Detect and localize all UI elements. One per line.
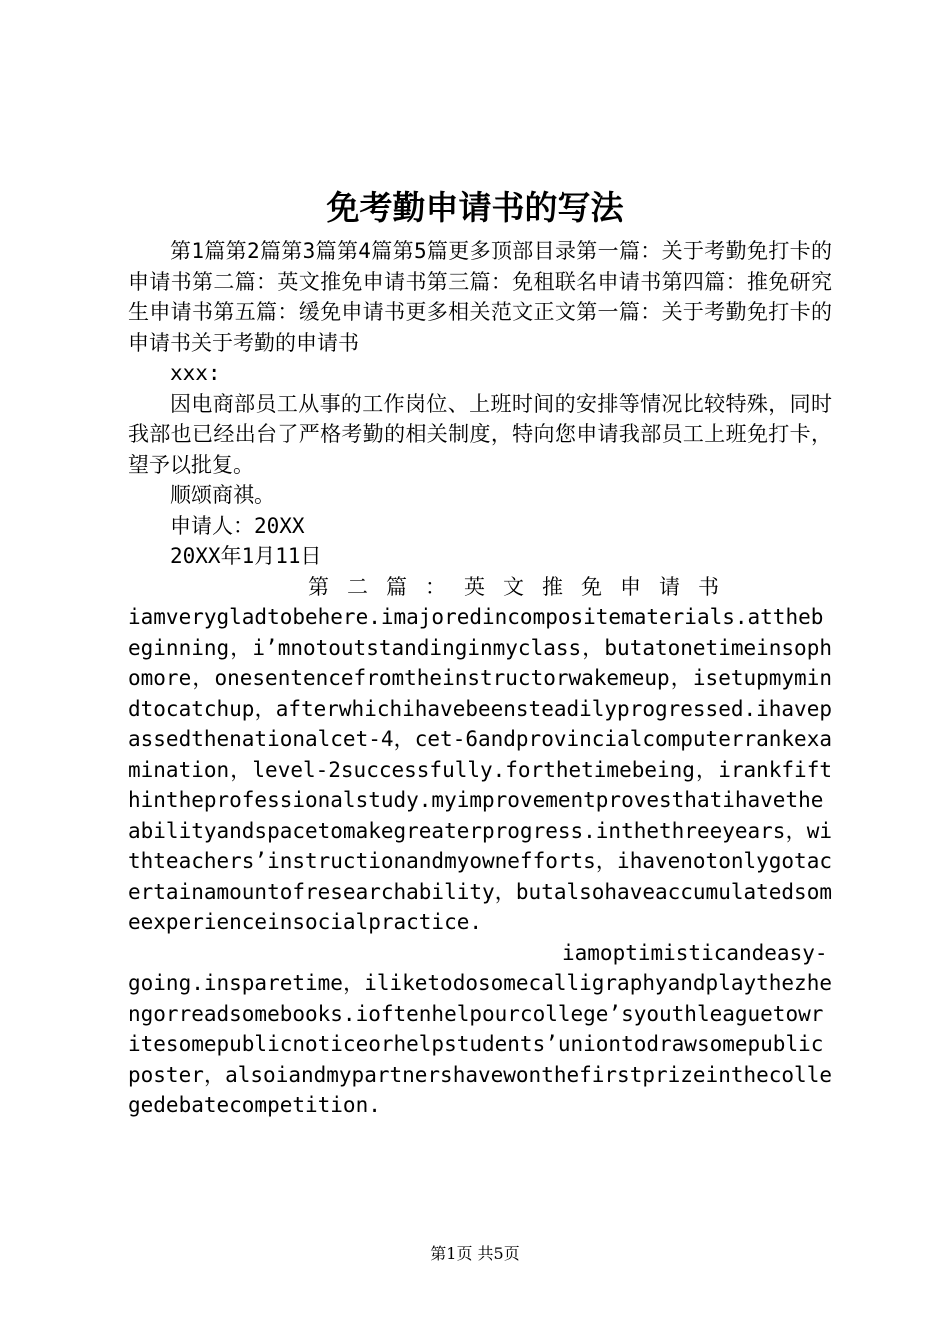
- page-footer: 第1页 共5页: [430, 1244, 520, 1263]
- document-title: 免考勤申请书的写法: [326, 188, 624, 227]
- english-paragraph-2: iamoptimisticandeasy-going.insparetime，iliketodosomecalligraphyandplaythezhengorreadsomebooks.ioftenhelpourcollege’syouthleaguetowritesomepublicnoticeorhelpstudents’uniontodrawsomepublicposter，alsoiandmypartnershavewonthefirstprizeinthecollegedebatecompetition.: [128, 940, 832, 1117]
- section-heading: 第二篇：英文推免申请书: [308, 574, 737, 599]
- date-line: 20XX年1月11日: [170, 544, 322, 568]
- request-paragraph: 因电商部员工从事的工作岗位、上班时间的安排等情况比较特殊，同时我部也已经出台了严格考勤的相关制度，特向您申请我部员工上班免打卡，望予以批复。: [128, 391, 832, 477]
- english-paragraph-1: iamverygladtobehere.imajoredincompositematerials.atthebeginning，i’mnotoutstandinginmyclass，butatonetimeinsophomore，onesentencefromtheinstructorwakemeup，isetupmymindtocatchup，afterwhichihavebeensteadilyprogressed.ihavepassedthenationalcet-4，cet-6andprovincialcomputerrankexamination，level-2successfully.forthetimebeing，irankfifthintheprofessionalstudy.myimprovementprovesthatihavetheabilityandspacetomakegreaterprogress.inthethreeyears，withteachers’instructionandmyownefforts，ihavenotonlygotacertainamountofresearchability，butalsohaveaccumulatedsomeexperienceinsocialpractice.: [128, 605, 832, 934]
- closing-line: 顺颂商祺。: [170, 483, 275, 507]
- document-body: [128, 236, 832, 1121]
- table-of-contents-paragraph: 第1篇第2篇第3篇第4篇第5篇更多顶部目录第一篇：关于考勤免打卡的申请书第二篇：英文推免申请书第三篇：免租联名申请书第四篇：推免研究生申请书第五篇：缓免申请书更多相关范文正文第一篇：关于考勤免打卡的申请书关于考勤的申请书: [128, 239, 832, 355]
- salutation: xxx:: [170, 361, 221, 385]
- applicant-line: 申请人：20XX: [170, 513, 305, 538]
